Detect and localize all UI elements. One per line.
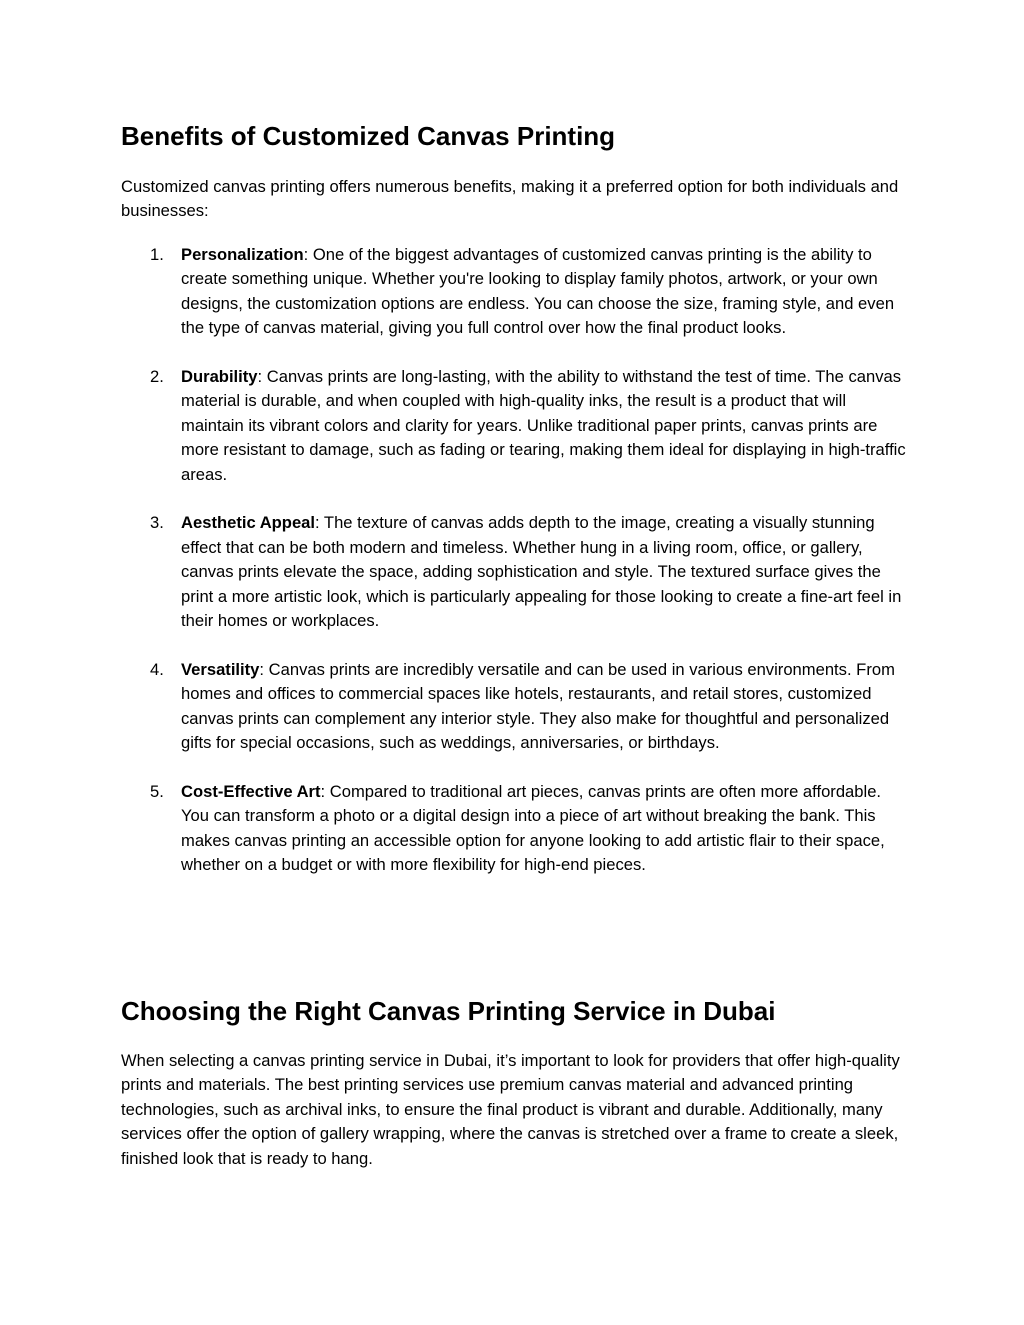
list-item	[121, 511, 906, 633]
list-item-number: 3.	[150, 513, 164, 533]
list-item-text: : Canvas prints are incredibly versatile and can be used in various environments. From homes and offices to commercial spaces like hotels, restaurants, and retail stores, customized canvas prints can complement any interior style. They also make for thoughtful and personalized gifts for special occasions, such as weddings, anniversaries, or birthdays.	[181, 659, 895, 753]
list-item-number: 4.	[150, 659, 164, 679]
list-item-number: 5.	[150, 781, 164, 801]
list-item-term: Cost-Effective Art	[181, 781, 321, 801]
list-item-number: 1.	[150, 245, 164, 264]
section-heading-benefits: Benefits of Customized Canvas Printing	[121, 121, 616, 151]
list-item-term: Durability	[181, 367, 258, 387]
choosing-paragraph: When selecting a canvas printing service in Dubai, it’s important to look for providers that offer high-quality prints and materials. The best printing services use premium canvas material and advanced printing technologies, such as archival inks, to ensure the final product is vibrant and durable. Additionally, many services offer the option of gallery wrapping, where the canvas is stretched over a frame to create a sleek, finished look that is ready to hang.	[121, 1051, 900, 1168]
section-heading-choosing: Choosing the Right Canvas Printing Service in Dubai	[121, 996, 776, 1026]
list-item-text: : Canvas prints are long-lasting, with the ability to withstand the test of time. The canvas material is durable, and when coupled with high-quality inks, the result is a product that will maintain its vibrant colors and clarity for years. Unlike traditional paper prints, canvas prints are more resistant to damage, such as fading or tearing, making them ideal for displaying in high-traffic areas.	[181, 367, 906, 484]
list-item	[121, 243, 906, 341]
list-item-term: Aesthetic Appeal	[181, 513, 316, 533]
benefits-list	[121, 243, 906, 902]
list-item-term: Personalization	[181, 245, 304, 264]
list-item	[121, 365, 906, 487]
intro-paragraph: Customized canvas printing offers numerous benefits, making it a preferred option for both individuals and businesses:	[121, 177, 899, 221]
list-item	[121, 780, 906, 878]
list-item-number: 2.	[150, 367, 164, 387]
list-item-term: Versatility	[181, 659, 260, 679]
list-item	[121, 658, 906, 756]
list-item-text: : Compared to traditional art pieces, canvas prints are often more affordable. You can transform a photo or a digital design into a piece of art without breaking the bank. This makes canvas printing an accessible option for anyone looking to add artistic flair to their space, whether on a budget or with more flexibility for high-end pieces.	[181, 781, 885, 875]
list-item-text: : One of the biggest advantages of customized canvas printing is the ability to create something unique. Whether you're looking to display family photos, artwork, or your own designs, the customization options are endless. You can choose the size, framing style, and even the type of canvas material, giving you full control over how the final product looks.	[181, 245, 895, 338]
list-item-text: : The texture of canvas adds depth to the image, creating a visually stunning effect that can be both modern and timeless. Whether hung in a living room, office, or gallery, canvas prints elevate the space, adding sophistication and style. The textured surface gives the print a more artistic look, which is particularly appealing for those looking to create a fine-art feel in their homes or workplaces.	[181, 513, 902, 631]
